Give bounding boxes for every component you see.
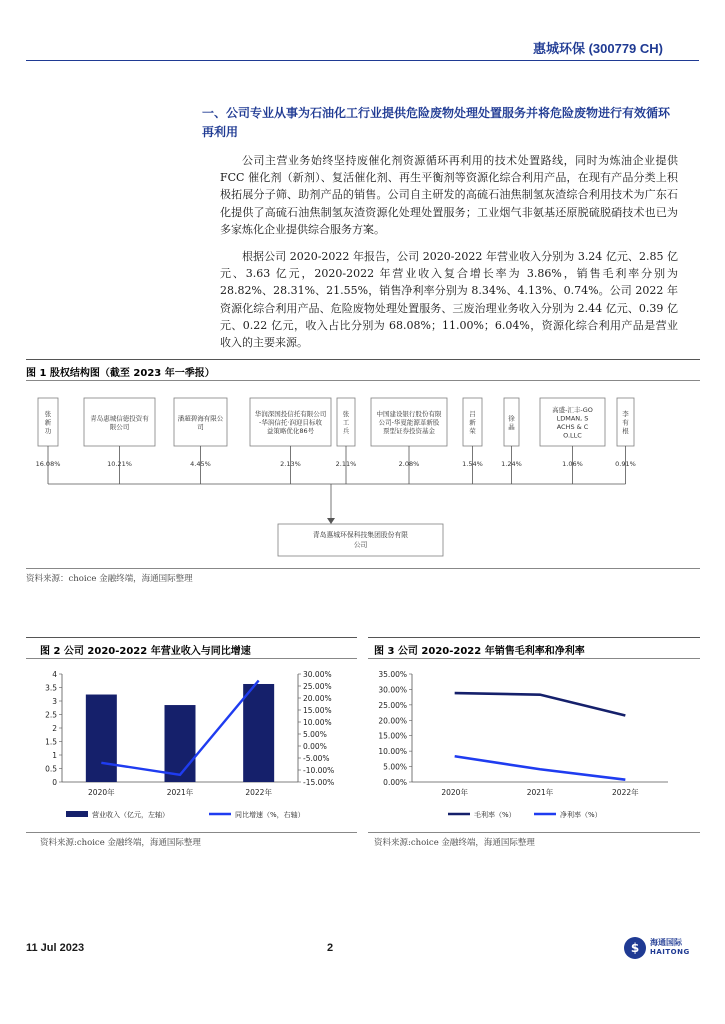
shareholder-name: 青岛惠城信德投资有限公司 <box>90 414 149 431</box>
shareholder-pct: 1.54% <box>462 460 483 468</box>
haitong-logo-icon: $ <box>624 937 646 959</box>
figure3-top-rule <box>368 637 700 638</box>
net-margin-line <box>455 756 626 779</box>
shareholder-pct: 0.91% <box>615 460 636 468</box>
margin-lines <box>455 693 626 780</box>
shareholder-pct: 16.08% <box>35 460 61 468</box>
shareholder-boxes <box>36 398 636 468</box>
figure1-title-rule <box>26 380 700 381</box>
shareholder-name: 中国建设银行股份有限公司-华夏能源革新股票型证券投资基金 <box>376 410 442 435</box>
shareholder-name: 华润深国投信托有限公司-华润信托·润迎目标收益策略优化86号 <box>254 410 327 435</box>
left-tick-label: 0 <box>52 778 57 787</box>
y-tick-label: 35.00% <box>378 670 407 679</box>
shareholder-pct: 2.11% <box>335 460 357 468</box>
shareholder-pct: 4.45% <box>190 460 211 468</box>
margin-chart <box>368 662 700 830</box>
revenue-bar <box>86 695 117 782</box>
gross-margin-line <box>455 693 626 715</box>
figure3-title: 图 3 公司 2020-2022 年销售毛利率和净利率 <box>374 646 585 657</box>
header-divider <box>26 60 699 61</box>
figure1-source: 资料来源：choice 金融终端，海通国际整理 <box>26 574 193 584</box>
x-tick-label: 2021年 <box>166 788 194 797</box>
margin-chart-axes <box>378 670 668 797</box>
right-tick-label: 25.00% <box>303 682 332 691</box>
left-tick-label: 2 <box>52 724 57 733</box>
legend-label-net: 净利率（%） <box>560 811 602 819</box>
x-tick-label: 2020年 <box>88 788 115 797</box>
figure1-title: 图 1 股权结构图（截至 2023 年一季报） <box>26 368 215 379</box>
shareholder-pct: 2.08% <box>398 460 420 468</box>
left-tick-label: 1 <box>52 751 57 760</box>
page-number: 2 <box>327 942 334 954</box>
report-header-title: 惠城环保 (300779 CH) <box>532 41 663 56</box>
figure2-bottom-rule <box>26 832 357 833</box>
shareholder-pct: 2.13% <box>280 460 301 468</box>
y-tick-label: 30.00% <box>378 685 407 695</box>
figure3-title-rule <box>368 658 700 659</box>
haitong-logo <box>624 935 704 965</box>
left-tick-label: 3 <box>52 697 57 706</box>
figure2-title: 图 2 公司 2020-2022 年营业收入与同比增速 <box>40 646 251 657</box>
x-tick-label: 2022年 <box>245 788 272 797</box>
figure1-top-rule <box>26 359 700 360</box>
revenue-bars <box>86 684 274 782</box>
ownership-chart <box>26 384 700 564</box>
y-tick-label: 25.00% <box>378 700 407 710</box>
figure3-source: 资料来源:choice 金融终端，海通国际整理 <box>374 838 535 848</box>
y-tick-label: 5.00% <box>383 762 407 772</box>
right-tick-label: -10.00% <box>303 766 335 775</box>
left-tick-label: 1.5 <box>45 737 57 747</box>
right-tick-label: 15.00% <box>303 706 332 715</box>
company-box <box>278 524 443 556</box>
ownership-connector-lines <box>48 446 626 524</box>
figure2-source: 资料来源:choice 金融终端，海通国际整理 <box>40 838 201 848</box>
margin-chart-legend <box>448 810 602 819</box>
right-tick-label: 30.00% <box>303 670 332 679</box>
right-tick-label: 5.00% <box>303 730 327 739</box>
company-name: 青岛惠城环保科技集团股份有限公司 <box>312 531 409 549</box>
right-tick-label: 20.00% <box>303 694 332 703</box>
x-tick-label: 2020年 <box>441 788 468 797</box>
shareholder-name: 吕新荣 <box>469 410 476 435</box>
legend-label-revenue: 营业收入（亿元，左轴） <box>92 811 169 819</box>
logo-en-text: HAITONG <box>650 948 690 956</box>
figure2-title-rule <box>26 658 357 659</box>
shareholder-pct: 1.24% <box>501 460 522 468</box>
x-tick-label: 2021年 <box>526 788 554 797</box>
right-tick-label: -15.00% <box>303 778 335 787</box>
y-tick-label: 0.00% <box>383 778 407 787</box>
y-tick-label: 10.00% <box>378 747 407 757</box>
x-tick-label: 2022年 <box>612 788 639 797</box>
footer-date: 11 Jul 2023 <box>26 942 85 954</box>
connector-arrow <box>327 518 335 524</box>
right-tick-label: 0.00% <box>303 742 327 751</box>
legend-label-gross: 毛利率（%） <box>474 811 516 819</box>
left-tick-label: 4 <box>52 670 57 679</box>
figure3-bottom-rule <box>368 832 700 833</box>
shareholder-name: 潘超碧海有限公司 <box>177 414 224 431</box>
right-tick-label: -5.00% <box>303 754 330 763</box>
revenue-chart <box>26 662 357 830</box>
paragraph-2-text: 根据公司 2020-2022 年报告，公司 2020-2022 年营业收入分别为 3.24 亿元、2.85 亿元、3.63 亿元，2020-2022 年营业收入复合增长率为 3.86%，销售毛利率分别为 28.82%、28.31%、21.55%，销售净利率分别为 8.34%、4.13%、0.74%。公司 2022 年资源化综合利用产品、危险废物处理处置服务、三废治理业务收入分别为 2.44 亿元、0.39 亿元、0.22 亿元，收入占比分别为 68.08%；11.00%；6.04%，资源化综合利用产品是营业收入的主要来源。 <box>220 250 678 350</box>
y-tick-label: 15.00% <box>378 731 407 741</box>
figure1-bottom-rule <box>26 568 700 569</box>
left-tick-label: 0.5 <box>45 764 57 774</box>
legend-label-growth: 同比增速（%，右轴） <box>235 811 305 819</box>
left-tick-label: 3.5 <box>45 683 57 693</box>
figure2-top-rule <box>26 637 357 638</box>
paragraph-1-text: 公司主营业务始终坚持废催化剂资源循环再利用的技术处置路线，同时为炼油企业提供 FCC 催化剂（新剂）、复活催化剂、再生平衡剂等资源化综合利用产品，在现有产品分类上积极拓展分子筛、助剂产品的销售。公司自主研发的高硫石油焦制氢灰渣综合利用技术为广东石化提供了高硫石油焦制氢灰渣资源化处理处置服务；工业烟气非氨基还原脱硫脱硝技术也已为多家炼化企业提供综合服务方案。 <box>220 154 678 236</box>
y-tick-label: 20.00% <box>378 716 407 726</box>
shareholder-pct: 10.21% <box>107 460 132 468</box>
right-tick-label: 10.00% <box>303 718 332 727</box>
shareholder-name: 李有根 <box>622 410 629 435</box>
shareholder-pct: 1.06% <box>562 460 583 468</box>
logo-cn-text: 海通国际 <box>650 938 682 947</box>
shareholder-name: 徐晶 <box>508 414 515 431</box>
shareholder-name: 张工兵 <box>342 410 350 435</box>
revenue-bar <box>165 705 196 782</box>
section-heading: 一、公司专业从事为石油化工行业提供危险废物处理处置服务并将危险废物进行有效循环再利用 <box>202 106 671 139</box>
shareholder-name: 张新功 <box>44 410 52 435</box>
legend-swatch-revenue <box>66 811 88 817</box>
paragraph-2 <box>220 248 678 351</box>
shareholder-name: 高盛-汇丰-GO LDMAN, S ACHS & C O.LLC <box>552 405 593 440</box>
revenue-bar <box>243 684 274 782</box>
left-tick-label: 2.5 <box>45 710 57 720</box>
paragraph-1 <box>220 152 678 238</box>
revenue-chart-legend <box>66 810 305 820</box>
